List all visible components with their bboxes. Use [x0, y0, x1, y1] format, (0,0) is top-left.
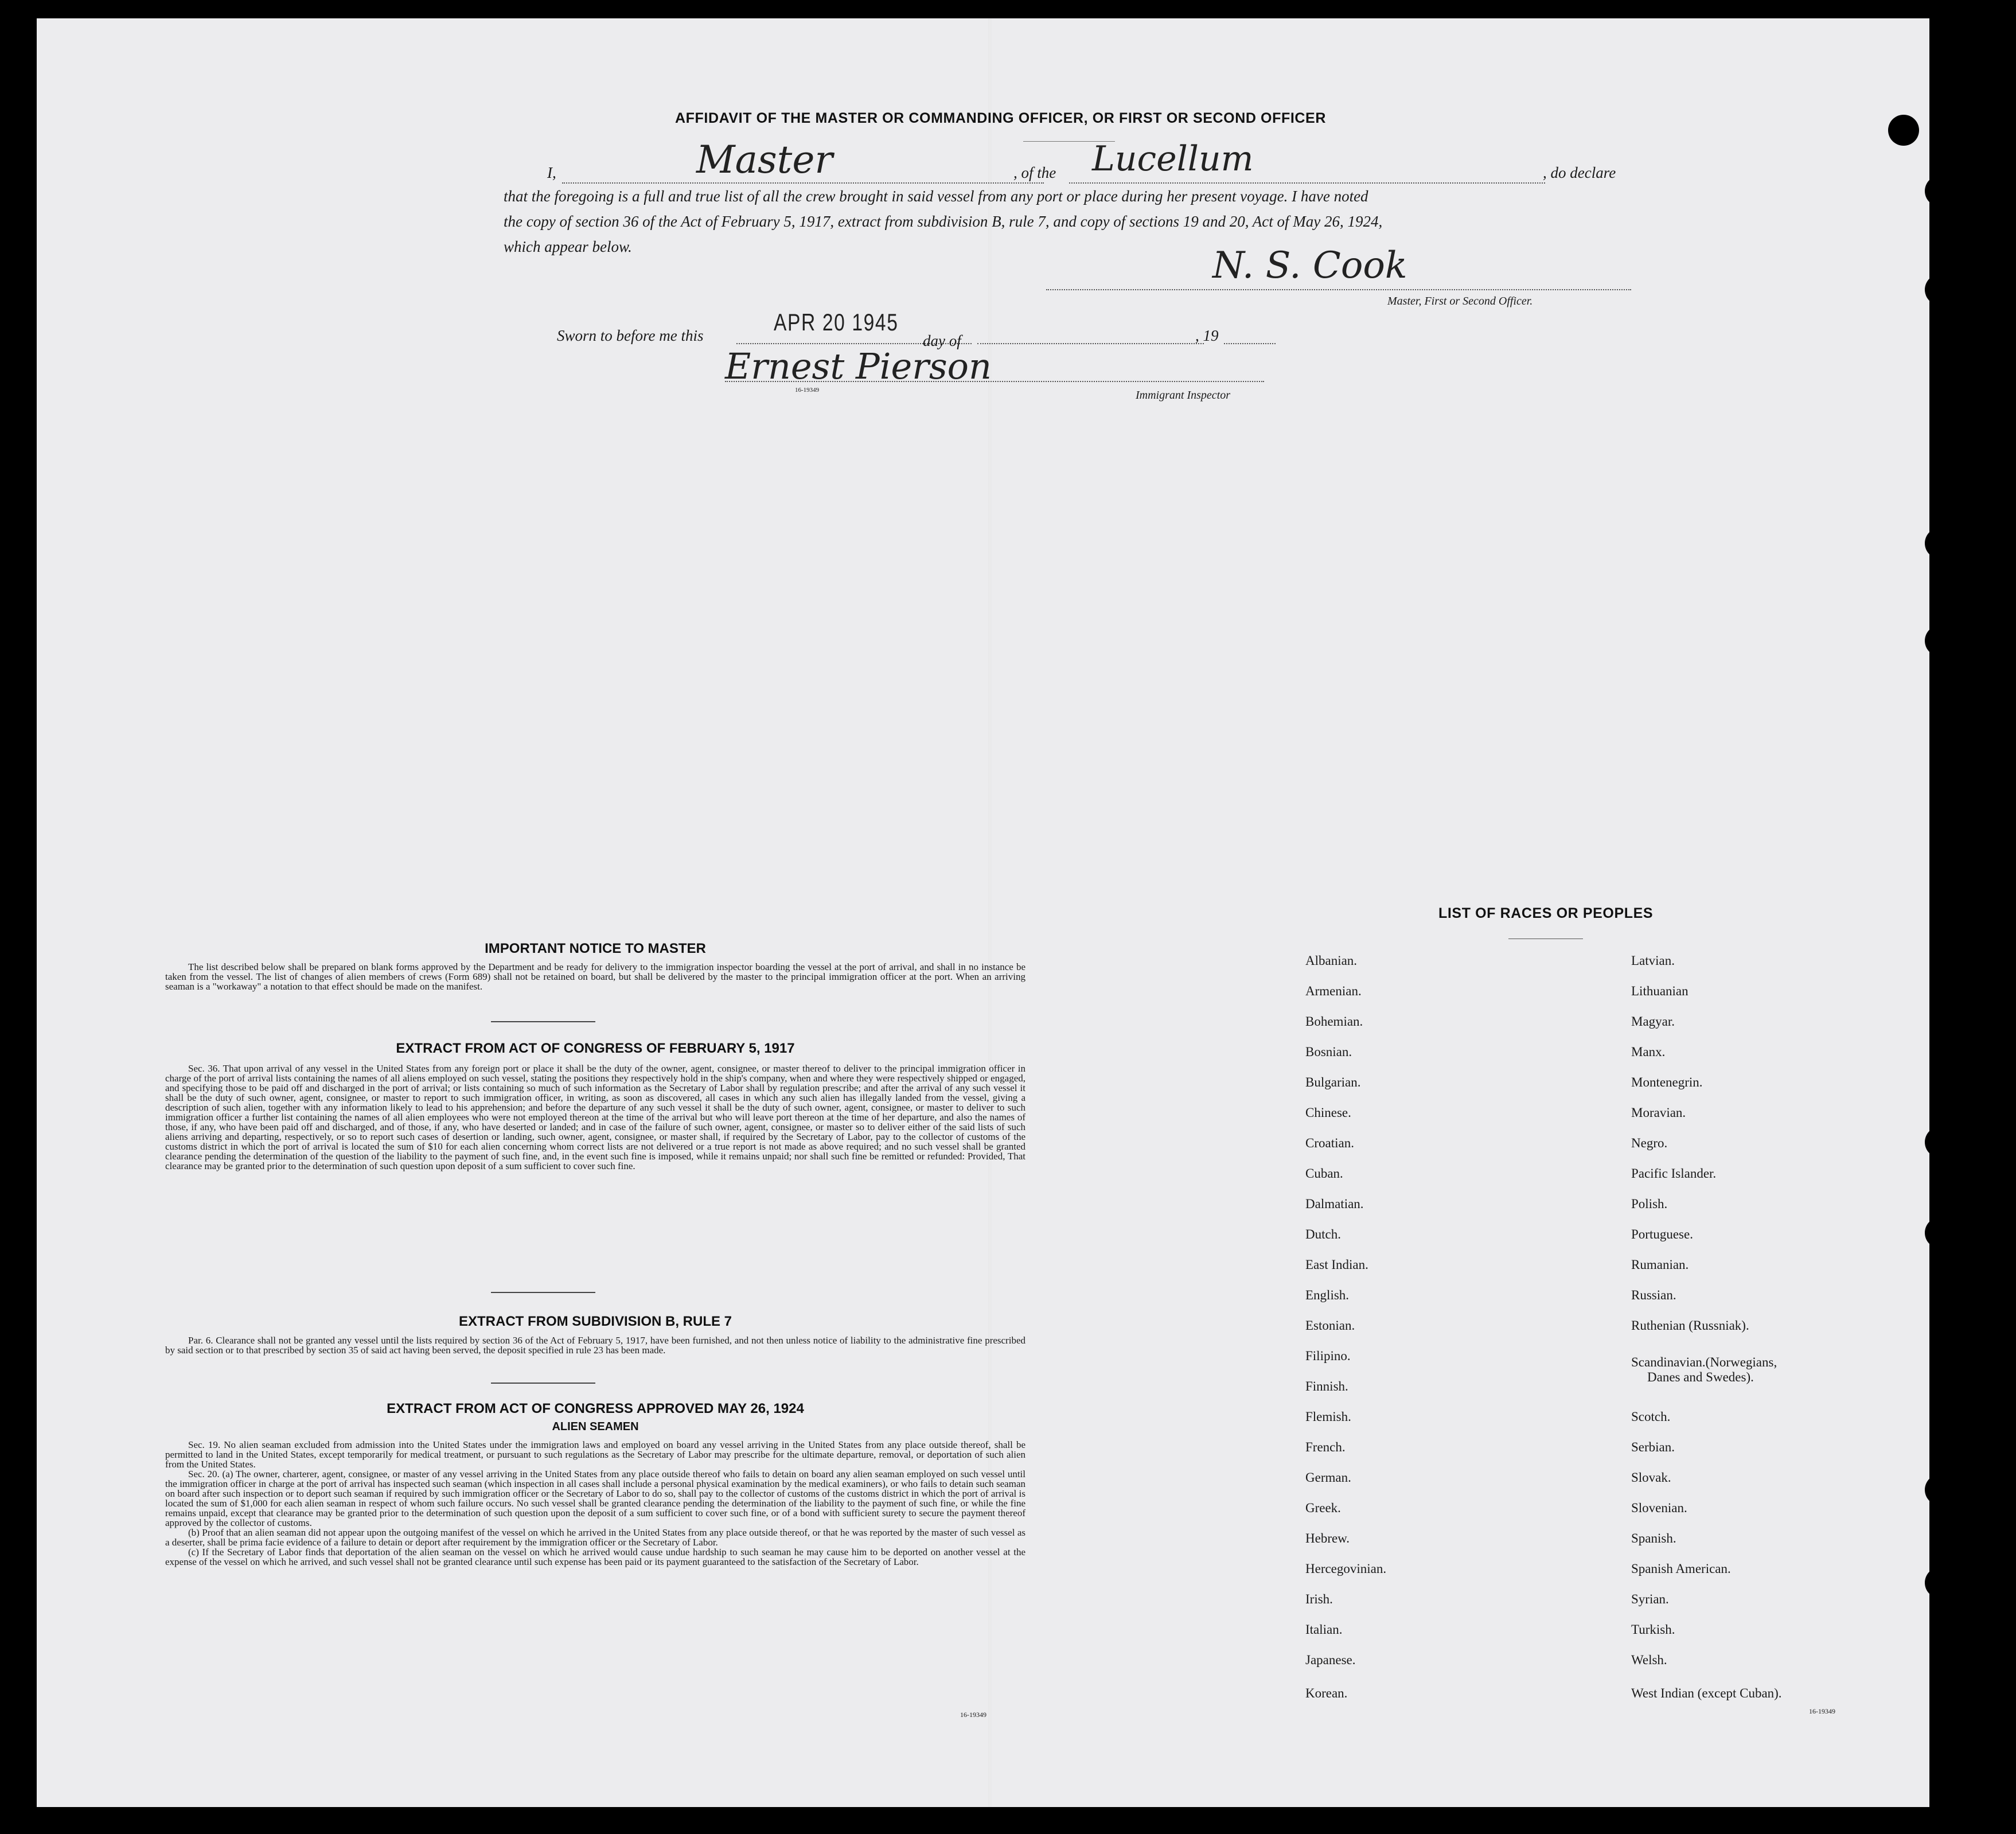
race-left-8: Dalmatian. — [1305, 1197, 1364, 1211]
race-left-10: East Indian. — [1305, 1257, 1368, 1272]
sworn-label: Sworn to before me this — [557, 327, 704, 344]
do-declare-label: , do declare — [1543, 164, 1616, 181]
signature-line — [1046, 289, 1631, 290]
punch-hole — [1925, 274, 1956, 305]
race-left-0: Albanian. — [1305, 953, 1358, 968]
race-left-2: Bohemian. — [1305, 1014, 1363, 1029]
right-form-number: 16-19349 — [1809, 1707, 1835, 1715]
rule-2 — [491, 1292, 595, 1293]
punch-hole — [1925, 176, 1956, 207]
date-stamp: APR 20 1945 — [774, 309, 899, 336]
race-left-20: Hercegovinian. — [1305, 1562, 1387, 1576]
sec20a-text: Sec. 20. (a) The owner, charterer, agent, consignee, or master of any vessel arriving in the United States from any place outside thereof who fails to detain on board any alien seaman employed on such vessel until the immigration officer in charge at the port of arrival has inspected such seaman (which inspection in all cases shall include a personal physical examination by the medical examiners), or who fails to detain such seaman on board after such inspection or to deport such seaman if required by such immigration officer or the Secretary of Labor to do so, shall pay to the collector of customs of the customs district in which the port of arrival is located the sum of $1,000 for each alien seaman in respect of whom such failure occurs. No such vessel shall be granted clearance pending the determination of the liability to the payment of such fine, or while the fine remains unpaid, except that clearance may be granted prior to the determination of such question upon the deposit of a sum sufficient to cover such fine, or of a bond with sufficient surety to secure the payment thereof approved by the collector of customs. — [165, 1469, 1025, 1528]
extract-rule7-title: EXTRACT FROM SUBDIVISION B, RULE 7 — [458, 1314, 732, 1329]
punch-hole — [1925, 1127, 1956, 1158]
extract-1917-text: Sec. 36. That upon arrival of any vessel in the United States from any foreign port or place it shall be the duty of the owner, agent, consignee, or master thereof to deliver to the principal immigration officer in charge of the port of arrival lists containing the names of all aliens employed on such vessel, stating the positions they respectively hold in the ship's company, when and where they were respectively shipped or engaged, and specifying those to be paid off and discharged in the port of arrival; or lists containing so much of such information as the Secretary of Labor shall by regulation prescribe; and after the arrival of any such vessel it shall be the duty of such owner, agent, consignee, or master to report to such immigration officer, in writing, as soon as discovered, all cases in which any such alien has illegally landed from the vessel, giving a description of such alien, together with any information likely to lead to his apprehension; and before the departure of any such vessel it shall be the duty of such owner, agent, consignee, or master to deliver to such immigration officer a further list containing the names of all alien employees who were not employed thereon at the time of the arrival but who will leave port thereon at the time of her departure, and also the names of those, if any, who have been paid off and discharged, and of those, if any, who have deserted or landed; and in case of the failure of such owner, agent, consignee, or master so to deliver either of the said lists of such aliens arriving and departing, respectively, or so to report such cases of desertion or landing, such owner, agent, consignee, or master shall, if required by the Secretary of Labor, pay to the collector of customs of the customs district in which the port of arrival is located the sum of $10 for each alien concerning whom correct lists are not delivered or a true report is not made as above required; and no such vessel shall be granted clearance pending the determination of the question of the liability to the payment of such fine, and, in the event such fine is imposed, while it remains unpaid; nor shall such fine be remitted or refunded: Provided, That clearance may be granted prior to the determination of such question upon deposit of a sum sufficient to cover such fine. — [165, 1063, 1025, 1171]
race-left-21: Irish. — [1305, 1592, 1333, 1606]
race-left-13: Filipino. — [1305, 1349, 1351, 1363]
extract-rule7-block — [165, 1335, 1025, 1355]
race-right-16: Serbian. — [1631, 1440, 1675, 1454]
race-left-3: Bosnian. — [1305, 1045, 1352, 1059]
race-right-9: Portuguese. — [1631, 1227, 1693, 1241]
signature-caption: Master, First or Second Officer. — [1387, 295, 1533, 307]
inspector-caption: Immigrant Inspector — [1136, 389, 1230, 402]
race-right-1: Lithuanian — [1631, 984, 1689, 998]
race-left-6: Croatian. — [1305, 1136, 1354, 1150]
master-signature: N. S. Cook — [1212, 244, 1407, 287]
race-left-1: Armenian. — [1305, 984, 1362, 998]
race-right-5: Moravian. — [1631, 1105, 1686, 1120]
notice-title: IMPORTANT NOTICE TO MASTER — [485, 941, 706, 956]
vessel-handwritten: Lucellum — [1092, 139, 1254, 179]
race-right-7: Pacific Islander. — [1631, 1166, 1717, 1181]
race-left-7: Cuban. — [1305, 1166, 1343, 1181]
race-left-11: English. — [1305, 1288, 1350, 1302]
of-the-label: , of the — [1013, 164, 1056, 181]
race-right-4: Montenegrin. — [1631, 1075, 1703, 1089]
race-right-14: Danes and Swedes). — [1647, 1370, 1754, 1384]
race-right-19: Spanish. — [1631, 1531, 1676, 1545]
notice-text-block — [165, 962, 1025, 991]
punch-hole — [1925, 1217, 1956, 1248]
rule-3 — [491, 1383, 595, 1384]
name-handwritten: Master — [696, 138, 833, 182]
affidavit-body-line1: that the foregoing is a full and true list of all the crew brought in said vessel from any port or place during her present voyage. I have noted — [504, 188, 1368, 205]
sec19-text: Sec. 19. No alien seaman excluded from admission into the United States under the immigration laws and employed on board any vessel arriving in the United States from any place outside thereof, shall be permitted to land in the United States, except temporarily for medical treatment, or pursuant to such regulations as the Secretary of Labor may prescribe for the ultimate departure, removal, or deportation of such alien from the United States. — [165, 1439, 1025, 1470]
race-left-5: Chinese. — [1305, 1105, 1351, 1120]
extract-1924-title: EXTRACT FROM ACT OF CONGRESS APPROVED MAY 26, 1924 — [387, 1401, 804, 1416]
affidavit-title: AFFIDAVIT OF THE MASTER OR COMMANDING OFFICER, OR FIRST OR SECOND OFFICER — [675, 110, 1326, 126]
extract-1917-block — [165, 1064, 1025, 1171]
race-right-13: Scandinavian.(Norwegians, — [1631, 1355, 1777, 1369]
extract-rule7-text: Par. 6. Clearance shall not be granted any vessel until the lists required by section 36 of the Act of February 5, 1917, have been furnished, and not then unless notice of liability to the administrative fine prescribed by said section or to that prescribed by section 35 of said act having been served, the deposit specified in rule 23 has been made. — [165, 1335, 1025, 1356]
race-right-10: Rumanian. — [1631, 1257, 1689, 1272]
sec20c-text: (c) If the Secretary of Labor finds that deportation of the alien seaman on the vessel on which he arrived would cause undue hardship to such seaman he may cause him to be deported on another vessel at the expense of the vessel on which he arrived, and such vessel shall not be granted clearance until such expense has been paid or its payment guaranteed to the satisfaction of the Secretary of Labor. — [165, 1547, 1025, 1567]
extract-1924-subtitle: ALIEN SEAMEN — [552, 1420, 639, 1433]
race-right-8: Polish. — [1631, 1197, 1668, 1211]
race-left-4: Bulgarian. — [1305, 1075, 1361, 1089]
year-line — [1224, 343, 1276, 344]
race-right-20: Spanish American. — [1631, 1562, 1731, 1576]
race-right-17: Slovak. — [1631, 1470, 1671, 1485]
affidavit-body-line2: the copy of section 36 of the Act of February 5, 1917, extract from subdivision B, rule 7, and copy of sections 19 and 20, Act of May 26, 1924, — [504, 213, 1383, 230]
race-left-16: French. — [1305, 1440, 1346, 1454]
inspector-line — [725, 381, 1264, 382]
race-right-24: West Indian (except Cuban). — [1631, 1686, 1782, 1700]
punch-hole — [1925, 1567, 1956, 1598]
race-right-11: Russian. — [1631, 1288, 1676, 1302]
rule-1 — [491, 1021, 595, 1022]
document-sheet — [37, 18, 1929, 1807]
race-left-9: Dutch. — [1305, 1227, 1341, 1241]
race-right-3: Manx. — [1631, 1045, 1666, 1059]
race-left-12: Estonian. — [1305, 1318, 1355, 1333]
race-left-24: Korean. — [1305, 1686, 1348, 1700]
sec20b-text: (b) Proof that an alien seaman did not appear upon the outgoing manifest of the vessel on which he arrived in the United States from any place outside thereof, or that he was reported by the master of such vessel as a deserter, shall be prima facie evidence of a failure to detain or deport after requirement by the immigration officer or the Secretary of Labor. — [165, 1527, 1025, 1548]
race-right-6: Negro. — [1631, 1136, 1668, 1150]
race-right-12: Ruthenian (Russniak). — [1631, 1318, 1749, 1333]
year-label: , 19 — [1195, 327, 1219, 344]
affidavit-body-line3: which appear below. — [504, 238, 632, 255]
race-right-15: Scotch. — [1631, 1409, 1671, 1424]
race-right-18: Slovenian. — [1631, 1501, 1687, 1515]
race-right-2: Magyar. — [1631, 1014, 1675, 1029]
race-left-18: Greek. — [1305, 1501, 1341, 1515]
race-right-23: Welsh. — [1631, 1653, 1667, 1667]
race-left-14: Finnish. — [1305, 1379, 1348, 1393]
extract-1924-block — [165, 1440, 1025, 1567]
race-left-22: Italian. — [1305, 1622, 1343, 1637]
race-right-0: Latvian. — [1631, 953, 1675, 968]
inspector-form-number: 16-19349 — [795, 387, 820, 394]
race-left-15: Flemish. — [1305, 1409, 1351, 1424]
punch-hole — [1925, 1474, 1956, 1505]
race-right-21: Syrian. — [1631, 1592, 1669, 1606]
punch-hole — [1925, 625, 1956, 656]
left-form-number: 16-19349 — [960, 1711, 986, 1719]
race-right-22: Turkish. — [1631, 1622, 1675, 1637]
race-left-23: Japanese. — [1305, 1653, 1356, 1667]
punch-hole — [1888, 115, 1919, 146]
races-title: LIST OF RACES OR PEOPLES — [1438, 905, 1654, 921]
race-left-17: German. — [1305, 1470, 1351, 1485]
day-of-label: day of — [923, 332, 961, 349]
punch-hole — [1939, 85, 1970, 116]
punch-hole — [1941, 142, 1972, 173]
extract-1917-title: EXTRACT FROM ACT OF CONGRESS OF FEBRUARY 5, 1917 — [396, 1041, 795, 1056]
month-line — [977, 343, 1204, 344]
inspector-signature: Ernest Pierson — [725, 345, 992, 387]
race-left-19: Hebrew. — [1305, 1531, 1350, 1545]
notice-text: The list described below shall be prepared on blank forms approved by the Department and be ready for delivery to the immigration inspector boarding the vessel at the port of arrival, and shall in no instance be taken from the vessel. The list of changes of alien members of crews (Form 689) shall not be retained on board, but shall be delivered by the master to the principal immigration officer at the port. When an arriving seaman is a "workaway" a notation to that effect should be made on the manifest. — [165, 961, 1025, 992]
punch-hole — [1925, 528, 1956, 559]
i-label: I, — [547, 164, 556, 181]
